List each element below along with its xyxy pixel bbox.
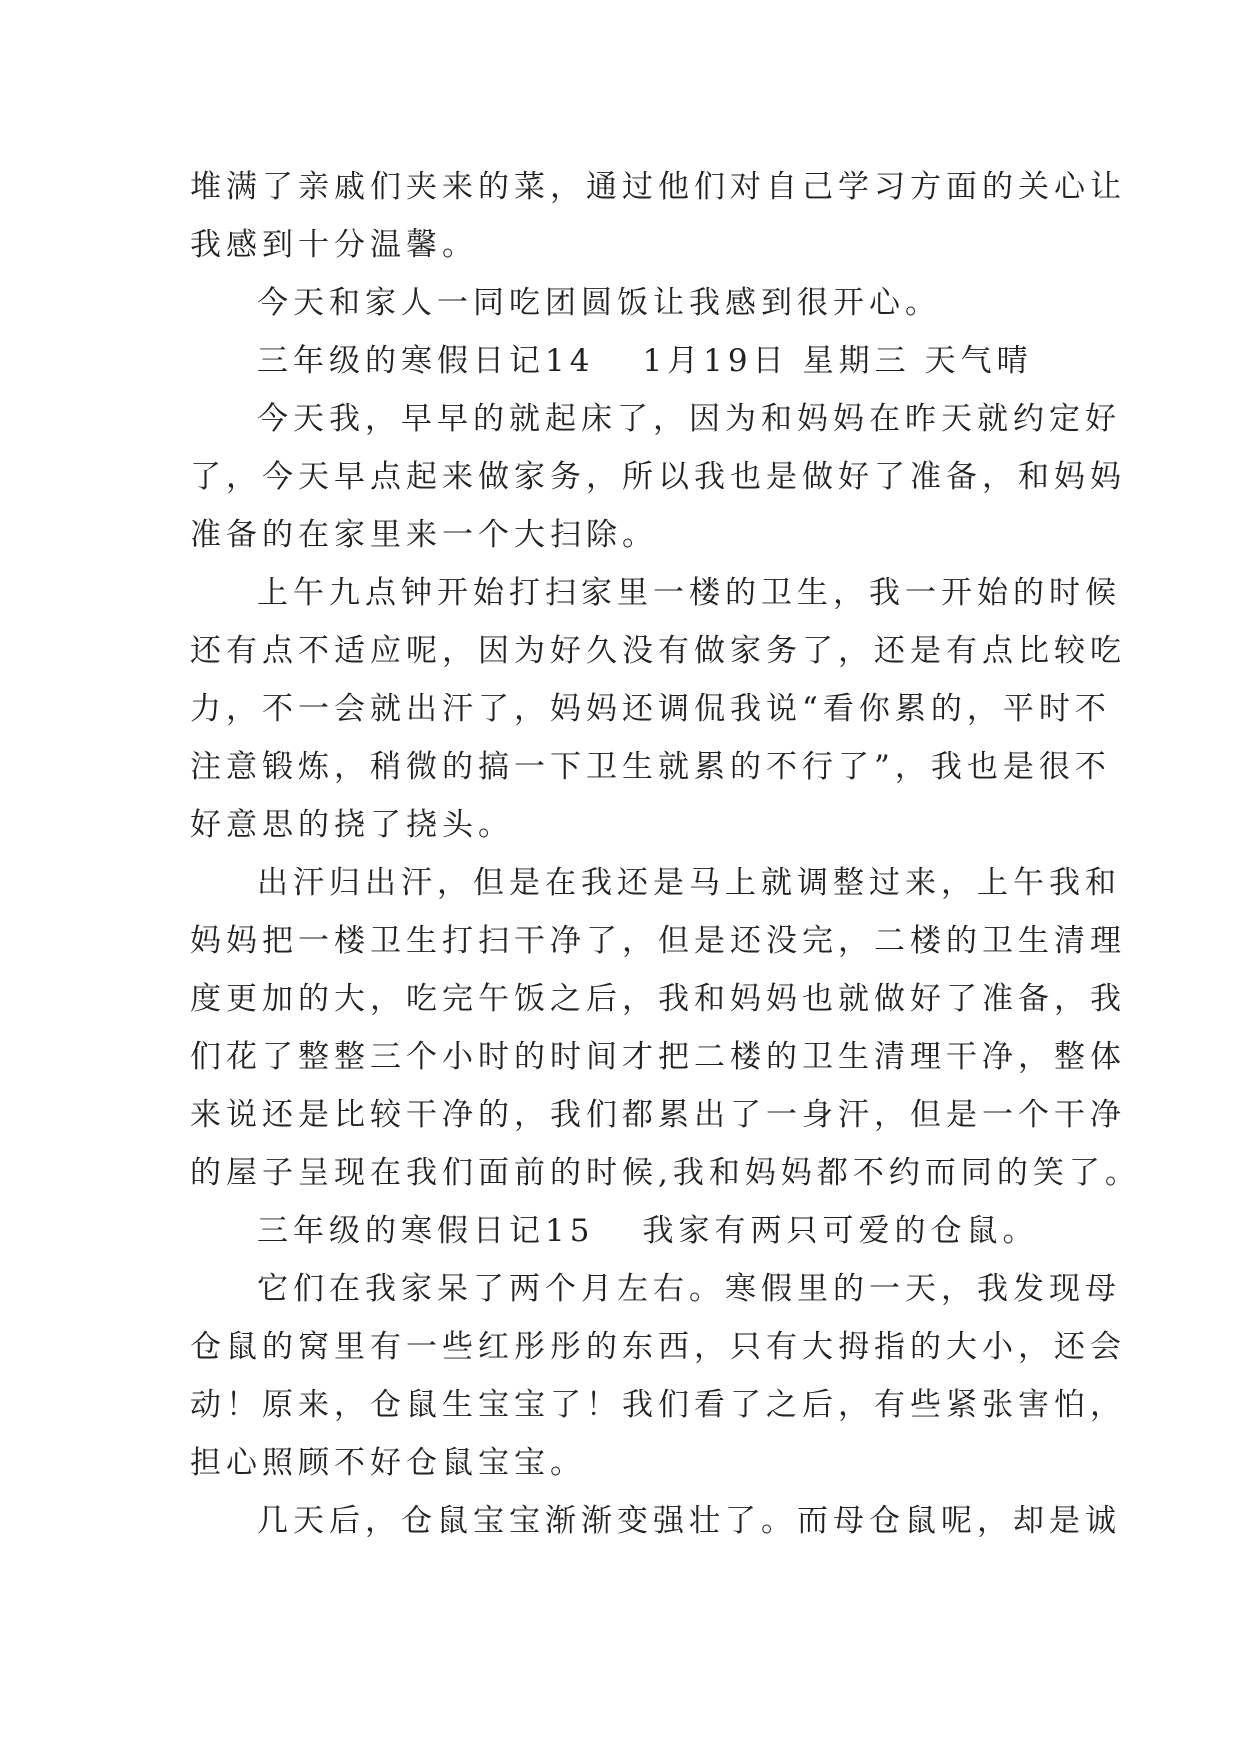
diary-weather: 天气晴 xyxy=(924,343,1033,379)
text-line: 仓鼠的窝里有一些红彤彤的东西，只有大拇指的大小，还会 xyxy=(190,1329,1126,1365)
text-line: 还有点不适应呢，因为好久没有做家务了，还是有点比较吃 xyxy=(190,633,1126,669)
text-line: 度更加的大，吃完午饭之后，我和妈妈也就做好了准备，我 xyxy=(190,981,1126,1017)
text-line: 上午九点钟开始打扫家里一楼的卫生，我一开始的时候 xyxy=(257,575,1121,611)
text-line: 妈妈把一楼卫生打扫干净了，但是还没完，二楼的卫生清理 xyxy=(190,923,1126,959)
text-line: 注意锻炼，稍微的搞一下卫生就累的不行了”，我也是很不 xyxy=(190,749,1111,785)
diary-date: 1月19日 xyxy=(642,343,789,379)
text-line: 出汗归出汗，但是在我还是马上就调整过来，上午我和 xyxy=(257,865,1121,901)
text-line: 来说还是比较干净的，我们都累出了一身汗，但是一个干净 xyxy=(190,1097,1126,1133)
text-line: 动！原来，仓鼠生宝宝了！我们看了之后，有些紧张害怕， xyxy=(190,1387,1126,1423)
text-line: 了，今天早点起来做家务，所以我也是做好了准备，和妈妈 xyxy=(190,459,1126,495)
diary-title: 三年级的寒假日记15 xyxy=(257,1213,595,1249)
diary-heading-14 xyxy=(190,332,1050,390)
text-line: 好意思的挠了挠头。 xyxy=(190,807,514,843)
text-line: 今天我，早早的就起床了，因为和妈妈在昨天就约定好 xyxy=(257,401,1121,437)
diary-weekday: 星期三 xyxy=(802,343,911,379)
text-line: 我感到十分温馨。 xyxy=(190,227,478,263)
document-body xyxy=(190,158,1141,1550)
text-line: 它们在我家呆了两个月左右。寒假里的一天，我发现母 xyxy=(257,1271,1121,1307)
text-line: 力，不一会就出汗了，妈妈还调侃我说“看你累的，平时不 xyxy=(190,691,1111,727)
diary-title: 三年级的寒假日记14 xyxy=(257,343,595,379)
text-line: 们花了整整三个小时的时间才把二楼的卫生清理干净，整体 xyxy=(190,1039,1126,1075)
diary-heading-15 xyxy=(190,1202,1050,1260)
text-line: 准备的在家里来一个大扫除。 xyxy=(190,517,658,553)
text-line: 今天和家人一同吃团圆饭让我感到很开心。 xyxy=(257,285,941,321)
text-line: 担心照顾不好仓鼠宝宝。 xyxy=(190,1445,586,1481)
diary-opening: 我家有两只可爱的仓鼠。 xyxy=(642,1213,1039,1249)
text-line: 的屋子呈现在我们面前的时候,我和妈妈都不约而同的笑了。 xyxy=(190,1155,1141,1191)
text-line: 堆满了亲戚们夹来的菜，通过他们对自己学习方面的关心让 xyxy=(190,169,1126,205)
text-line: 几天后，仓鼠宝宝渐渐变强壮了。而母仓鼠呢，却是诚 xyxy=(257,1503,1121,1539)
